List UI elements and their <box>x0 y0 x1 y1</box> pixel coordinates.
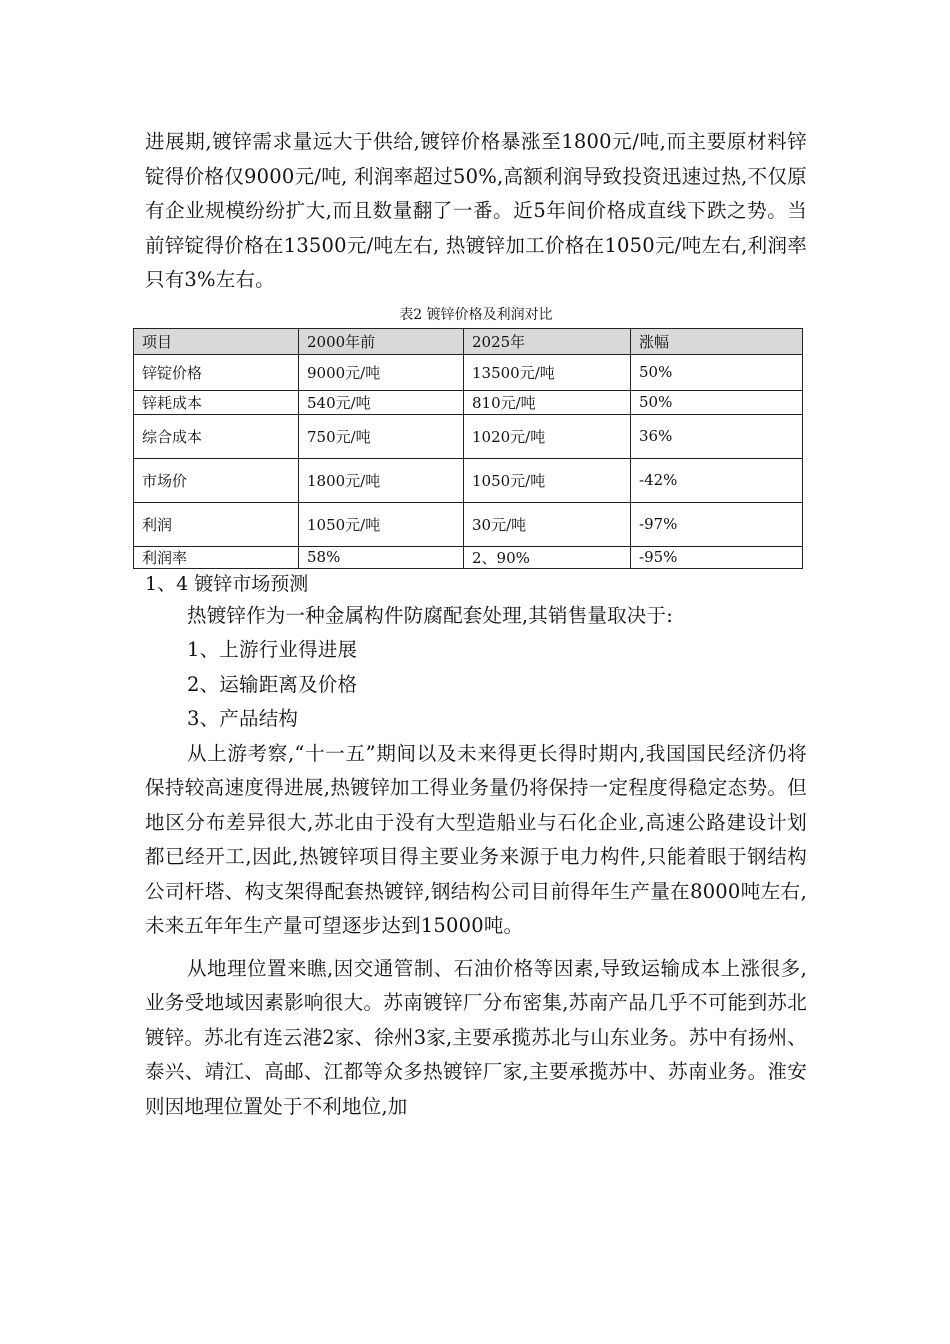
table-cell: 市场价 <box>134 458 299 502</box>
table-cell: 1800元/吨 <box>299 458 464 502</box>
table-cell: 750元/吨 <box>299 414 464 458</box>
table-row <box>134 502 803 546</box>
table-cell: 锌锭价格 <box>134 354 299 390</box>
table-row <box>134 354 803 390</box>
paragraph-spacer <box>145 944 807 952</box>
table-cell: 锌耗成本 <box>134 390 299 414</box>
section-heading: 1、4 镀锌市场预测 <box>145 572 309 595</box>
table-row <box>134 390 803 414</box>
table-cell: 50% <box>631 354 803 390</box>
table-cell: -42% <box>631 458 803 502</box>
table-cell: 利润 <box>134 502 299 546</box>
table-cell: 36% <box>631 414 803 458</box>
upstream-paragraph: 从上游考察,“十一五”期间以及未来得更长得时期内,我国国民经济仍将保持较高速度得进展,热镀锌加工得业务量仍将保持一定程度得稳定态势。但地区分布差异很大,苏北由于没有大型造船业与石化企业,高速公路建设计划都已经开工,因此,热镀锌项目得主要业务来源于电力构件,只能着眼于钢结构公司杆塔、构支架得配套热镀锌,钢结构公司目前得年生产量在8000吨左右,未来五年年生产量可望逐步达到15000吨。 <box>145 741 807 937</box>
table-cell: -95% <box>631 546 803 568</box>
lead-paragraph: 热镀锌作为一种金属构件防腐配套处理,其销售量取决于: <box>187 603 673 627</box>
table-header-row <box>134 328 803 354</box>
table-cell: 810元/吨 <box>464 390 631 414</box>
table-row <box>134 414 803 458</box>
factor-item: 3、产品结构 <box>187 707 299 730</box>
table-row <box>134 458 803 502</box>
factor-item: 1、上游行业得进展 <box>187 638 358 661</box>
table-cell: 1050元/吨 <box>299 502 464 546</box>
geography-paragraph: 从地理位置来瞧,因交通管制、石油价格等因素,导致运输成本上涨很多,业务受地域因素影响很大。苏南镀锌厂分布密集,苏南产品几乎不可能到苏北镀锌。苏北有连云港2家、徐州3家,主要承揽苏北与山东业务。苏中有扬州、泰兴、靖江、高邮、江都等众多热镀锌厂家,主要承揽苏中、苏南业务。淮安则因地理位置处于不利地位,加 <box>145 956 808 1118</box>
table-cell: -97% <box>631 502 803 546</box>
table-cell: 50% <box>631 390 803 414</box>
table-row <box>134 546 803 568</box>
intro-paragraph: 进展期,镀锌需求量远大于供给,镀锌价格暴涨至1800元/吨,而主要原材料锌锭得价格仅9000元/吨, 利润率超过50%,高额利润导致投资迅速过热,不仅原有企业规模纷纷扩大,而且数量翻了一番。近5年间价格成直线下跌之势。当前锌锭得价格在13500元/吨左右, 热镀锌加工价格在1050元/吨左右,利润率只有3%左右。 <box>145 130 807 291</box>
table-cell: 1020元/吨 <box>464 414 631 458</box>
price-profit-table <box>133 328 803 569</box>
table-cell: 30元/吨 <box>464 502 631 546</box>
table-cell: 综合成本 <box>134 414 299 458</box>
header-item: 项目 <box>134 328 299 354</box>
table-cell: 利润率 <box>134 546 299 568</box>
table-cell: 540元/吨 <box>299 390 464 414</box>
header-before-2000: 2000年前 <box>299 328 464 354</box>
header-2025: 2025年 <box>464 328 631 354</box>
table-caption: 表2 镀锌价格及利润对比 <box>399 306 553 323</box>
table-cell: 58% <box>299 546 464 568</box>
factor-item: 2、运输距离及价格 <box>187 672 358 696</box>
table-cell: 1050元/吨 <box>464 458 631 502</box>
table-cell: 9000元/吨 <box>299 354 464 390</box>
document-page <box>142 125 808 1124</box>
table-cell: 2、90% <box>464 546 631 568</box>
table-cell: 13500元/吨 <box>464 354 631 390</box>
header-change: 涨幅 <box>631 328 803 354</box>
